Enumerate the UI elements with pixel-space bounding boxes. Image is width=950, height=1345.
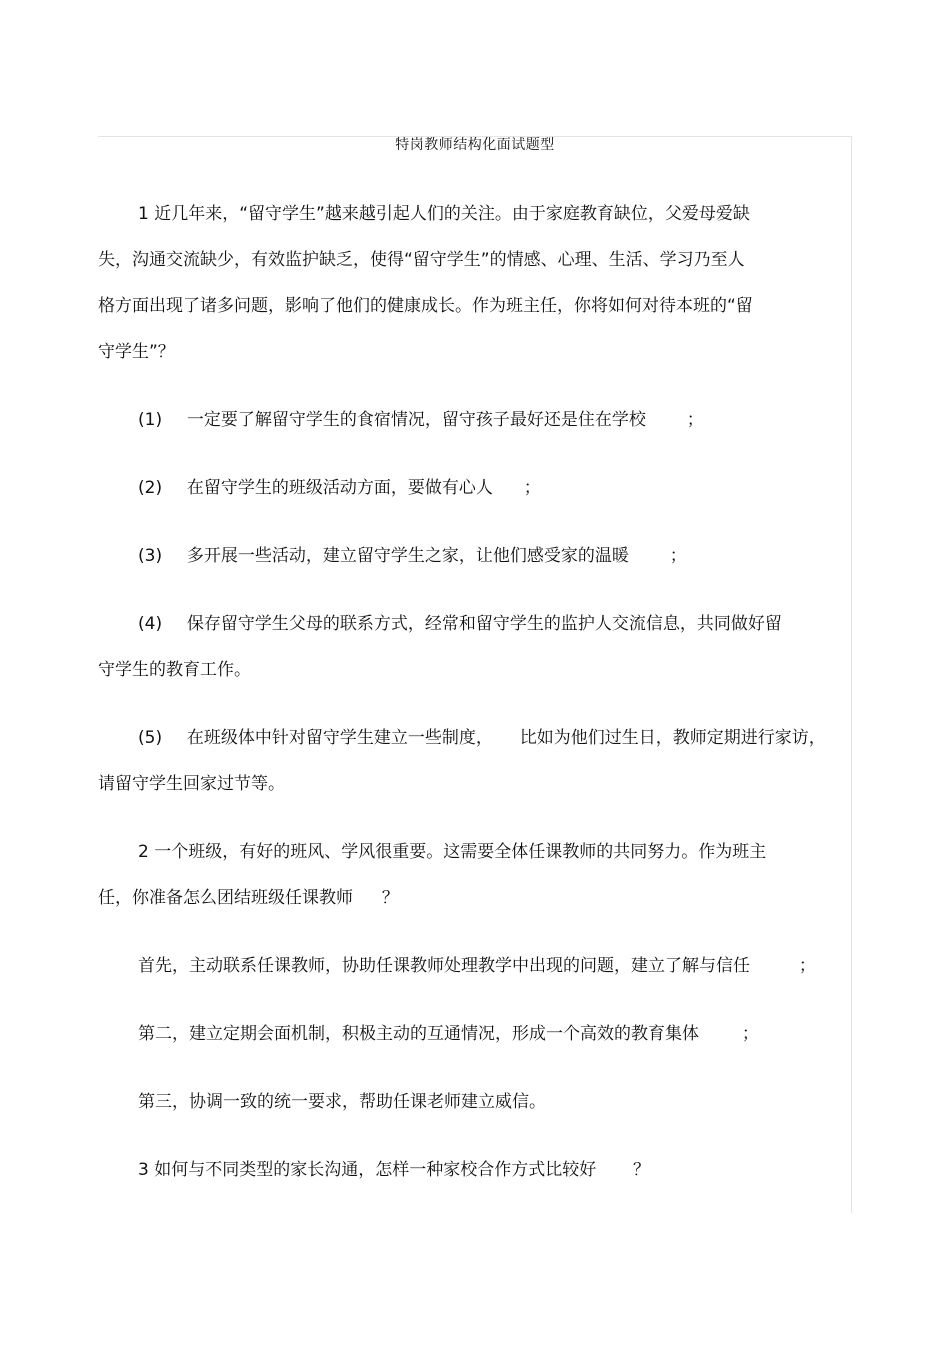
answer-1-5 [138,726,826,750]
question-end: ？ [381,888,399,908]
question-2-line-1: 2 一个班级，有好的班风、学风很重要。这需要全体任课教师的共同努力。作为班主 [138,842,767,862]
question-2-line-2 [98,886,399,910]
answer-1-2 [138,476,541,500]
answer-1-4 [138,612,782,636]
answer-text: 一定要了解留守学生的食宿情况，留守孩子最好还是住在学校 [186,410,646,430]
answer-1-1 [138,408,704,432]
answer-end: ； [686,410,704,430]
answer-2-2 [138,1022,759,1046]
question-end: ？ [633,1160,651,1180]
answer-text-2: 比如为他们过生日，教师定期进行家访， [519,728,826,748]
answer-text: 第二，建立定期会面机制，积极主动的互通情况，形成一个高效的教育集体 [138,1024,699,1044]
question-1-line-1: 1 近几年来，“留守学生”越来越引起人们的关注。由于家庭教育缺位，父爱母爱缺 [138,204,750,224]
question-1-line-4: 守学生”？ [98,342,175,362]
answer-1-4-continued: 守学生的教育工作。 [98,660,251,680]
answer-text: 在班级体中针对留守学生建立一些制度， [186,728,493,748]
answer-text: 多开展一些活动，建立留守学生之家，让他们感受家的温暖 [186,546,629,566]
document-title: 特岗教师结构化面试题型 [395,137,555,153]
answer-2-3: 第三，协调一致的统一要求，帮助任课老师建立威信。 [138,1092,546,1112]
answer-end: ； [741,1024,759,1044]
question-1-line-3: 格方面出现了诸多问题，影响了他们的健康成长。作为班主任，你将如何对待本班的“留 [98,296,753,316]
answer-end: ； [669,546,687,566]
answer-end: ； [523,478,541,498]
question-3-line-1 [138,1158,650,1182]
answer-2-1 [138,954,816,978]
answer-end: ； [798,956,816,976]
answer-number: (4) [138,614,163,634]
answer-number: (3) [138,546,163,566]
question-1-line-2: 失，沟通交流缺少，有效监护缺乏，使得“留守学生”的情感、心理、生活、学习乃至人 [98,250,745,270]
answer-1-3 [138,544,687,568]
answer-1-5-continued: 请留守学生回家过节等。 [98,774,285,794]
answer-text: 在留守学生的班级活动方面，要做有心人 [186,478,493,498]
question-text: 任，你准备怎么团结班级任课教师 [98,888,353,908]
answer-number: (1) [138,410,163,430]
answer-text: 首先，主动联系任课教师，协助任课教师处理教学中出现的问题，建立了解与信任 [138,956,750,976]
answer-text: 保存留守学生父母的联系方式，经常和留守学生的监护人交流信息，共同做好留 [186,614,782,634]
question-text: 3 如何与不同类型的家长沟通，怎样一种家校合作方式比较好 [138,1160,597,1180]
answer-number: (2) [138,478,163,498]
answer-number: (5) [138,728,163,748]
